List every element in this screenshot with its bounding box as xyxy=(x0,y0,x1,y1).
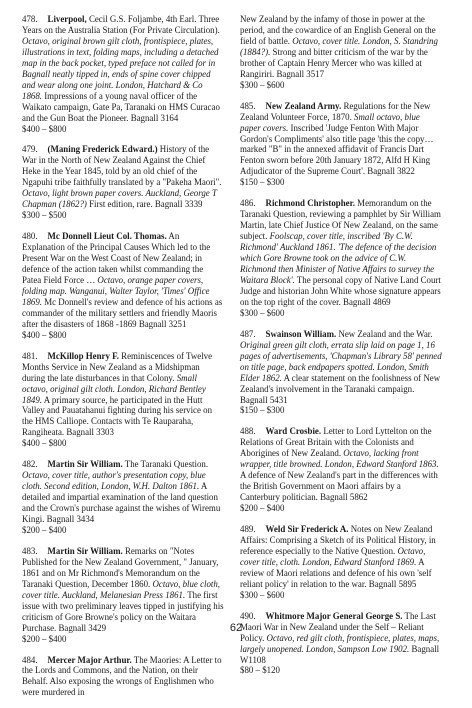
lot-heading: Martin Sir William. xyxy=(47,545,123,556)
lot-entry xyxy=(22,655,224,699)
lot-text: A defence of New Zealand's part in the differences with the British Government on Maori affairs by a Canterbury politician. Bagnall 5862 xyxy=(240,470,438,503)
lot-estimate: $300 – $600 xyxy=(240,79,285,90)
lot-physical-description: Foolscap, cover title, inscribed 'By C.W. Richmond' Auckland 1861. 'The defence of the decision which Gore Browne took on the advice of C.W. Richmond then Minister of Native Affairs to survey the Waitara Block'. xyxy=(240,231,437,285)
lot-heading: Swainson William. xyxy=(265,328,337,339)
lot-heading: (Maning Frederick Edward.) xyxy=(47,144,158,155)
lot-number: 486. xyxy=(240,198,256,209)
lot-text: The Taranaki Question. xyxy=(122,459,209,470)
lot-text: New Zealand by the infamy of those in power at the period, and the cowardice of an English General on the field of battle. xyxy=(240,14,436,46)
lot-text: The first issue with two preliminary leaves tipped in justifying his criticism of Gore Browne's policy on the Waitara Purchase. Bagnall 3429 xyxy=(22,589,224,633)
lot-entry xyxy=(240,329,442,417)
lot-text: Letter to Lord Lyttelton on the Relations of Great Britain with the Colonists and Aborigines of New Zealand. xyxy=(240,426,432,459)
lot-number: 490. xyxy=(240,610,256,621)
lot-heading: Mc Donnell Lieut Col. Thomas. xyxy=(47,231,167,242)
lot-entry xyxy=(240,611,442,677)
lot-description xyxy=(22,14,224,124)
lot-text: Mc Donnell's review and defence of his actions as commander of the military settlers and friendly Maoris after the disasters of 1868 -1869 Bagnall 3251 xyxy=(22,296,223,329)
lot-number: 478. xyxy=(22,14,38,24)
lot-physical-description: Original green gilt cloth, errata slip laid on page 1, 16 pages of advertisements, 'Chapman's Library 58' penned on title page, back endpapers spotted. London, Smith Elder 1862. xyxy=(240,339,442,383)
lot-number: 489. xyxy=(240,524,256,535)
lot-number: 485. xyxy=(240,100,256,111)
lot-number: 488. xyxy=(240,426,256,437)
lot-text: Remarks on "Notes Published for the New Zealand Government, " January, 1861 and on Mr Richmond's Memorandum on the Taranaki Question, December 1860. xyxy=(22,545,219,589)
lot-estimate: $200 – $400 xyxy=(240,503,285,514)
lot-description xyxy=(22,144,224,210)
lot-number: 483. xyxy=(22,545,38,556)
lot-physical-description: Octavo, blue cloth, cover title. Auckland, Melanesian Press 1861. xyxy=(22,578,221,600)
lot-entry xyxy=(240,198,442,318)
lot-text: First edition, rare. Bagnall 3339 xyxy=(86,199,203,210)
lot-text: Memorandum on the Taranaki Question, reviewing a pamphlet by Sir William Martin, late Chief Justice Of New Zealand, on the same subject. xyxy=(240,198,441,242)
lot-estimate: $80 – $120 xyxy=(240,665,280,676)
lot-physical-description: Octavo, lacking front wrapper, title browned. London, Edward Stanford 1863. xyxy=(240,448,439,470)
lot-text: Inscribed 'Judge Fenton With Major Gordon's Compliments' also title page 'this the copy… marked "B" in the annexed affidavit of Francis Dart Fenton sworn before 20th January 1872, Alfd H King Adjudicator of the Supreme Court'. Bagnall 3822 xyxy=(240,122,434,177)
lot-estimate: $300 – $500 xyxy=(22,210,67,221)
lot-physical-description: Octavo, orange paper covers, folding map. Wanganui, Walter Taylor, 'Times' Office 1869. xyxy=(22,274,210,307)
lot-description xyxy=(240,426,442,503)
lot-estimate: $200 – $400 xyxy=(22,633,67,644)
lot-physical-description: Octavo, light brown paper covers. Auckland, George T Chapman (1862?) xyxy=(22,188,217,210)
lot-estimate: $400 – $800 xyxy=(22,123,67,134)
lot-estimate: $400 – $800 xyxy=(22,438,67,449)
lot-entry xyxy=(240,524,442,601)
lot-number: 484. xyxy=(22,654,38,665)
lot-description xyxy=(240,198,442,308)
lot-entry xyxy=(22,14,224,134)
right-column xyxy=(240,14,442,708)
lot-text: The Last Maori War in New Zealand under the Self – Reliant Policy. xyxy=(240,610,436,643)
lot-text: A clear statement on the foolishness of New Zealand's involvement in the Taranaki campaign. Bagnall 5431 xyxy=(240,372,441,405)
lot-entry xyxy=(240,101,442,189)
lot-heading: Martin Sir William. xyxy=(47,459,123,470)
lot-physical-description: Small octavo, blue paper covers. xyxy=(240,111,420,133)
lot-text: The Maories: A Letter to the Lords and Commons, and the Nation, on their Behalf. Also exposing the wrongs of Englishmen who were murdered in xyxy=(22,654,222,698)
lot-physical-description: Octavo, red gilt cloth, frontispiece, plates, maps, largely unopened. London, Sampson Low 1902. xyxy=(240,632,440,654)
lot-entry xyxy=(22,144,224,221)
lot-estimate: $300 – $600 xyxy=(240,589,285,600)
lot-description xyxy=(240,329,442,406)
lot-number: 482. xyxy=(22,459,38,470)
lot-text: An Explanation of the Principal Causes Which led to the Present War on the West Coast of New Zealand; in defence of the action taken whilst commanding the Patea Field Force … xyxy=(22,231,211,285)
lot-physical-description: Octavo, cover title, author's presentation copy, blue cloth. Second edition, London, W.H. Dalton 1861. xyxy=(22,470,206,492)
lot-estimate: $400 – $800 xyxy=(22,329,67,340)
left-column xyxy=(22,14,224,708)
lot-text: A review of Maori relations and defence of his own 'self reliant policy' in relation to the war. Bagnall 5895 xyxy=(240,556,432,589)
lot-description xyxy=(22,655,224,699)
lot-heading: New Zealand Army. xyxy=(265,100,342,111)
lot-entry xyxy=(22,459,224,536)
lot-text: Notes on New Zealand Affairs: Comprising a Sketch of its Political History, in reference especially to the Native Question. xyxy=(240,524,436,556)
lot-heading: Richmond Christopher. xyxy=(265,198,355,209)
lot-text: Cecil G.S. Foljambe, 4th Earl. Three Years on the Australia Station (For Private Circulation). xyxy=(22,14,220,35)
lot-heading: Whitmore Major General George S. xyxy=(265,610,403,621)
lot-description xyxy=(240,101,442,178)
lot-entry xyxy=(22,231,224,341)
page-number: 62 xyxy=(229,622,243,634)
lot-text: Bagnall W1108 xyxy=(240,643,440,665)
lot-number: 481. xyxy=(22,350,38,361)
catalogue-columns xyxy=(22,14,458,708)
lot-estimate: $150 – $300 xyxy=(240,177,285,188)
lot-description xyxy=(22,459,224,525)
lot-description xyxy=(240,524,442,590)
lot-heading: Liverpool, xyxy=(47,14,87,24)
lot-description xyxy=(240,14,442,80)
lot-text: A primary source, he participated in the Hutt Valley and Pauatahanui fighting during his service on the HMS Calliope. Contacts with Te Rauparaha, Rangiheata. Bagnall 3303 xyxy=(22,394,213,438)
lot-number: 480. xyxy=(22,231,38,242)
lot-description xyxy=(22,231,224,330)
lot-text: A detailed and impartial examination of the land question and the Crown's purchase against the wishes of Wiremu Kingi. Bagnall 3434 xyxy=(22,481,221,525)
lot-heading: Weld Sir Frederick A. xyxy=(265,524,349,535)
lot-physical-description: Octavo, cover title, cloth. London, Edward Stanford 1869. xyxy=(240,545,426,567)
lot-entry xyxy=(22,351,224,450)
lot-text: History of the War in the North of New Zealand Against the Chief Heke in the Year 1845, told by an old chief of the Ngapuhi tribe faithfully translated by a "Pakeha Maori". xyxy=(22,144,222,188)
lot-physical-description: Octavo, cover title. London, S. Standring (1884?). xyxy=(240,35,438,57)
lot-estimate: $200 – $400 xyxy=(22,524,67,535)
lot-text: Strong and bitter criticism of the war by the brother of Captain Henry Mercer who was killed at Rangiriri. Bagnall 3517 xyxy=(240,46,428,79)
lot-number: 479. xyxy=(22,144,38,155)
lot-text: Reminiscences of Twelve Months Service in New Zealand as a Midshipman during the late disturbances in that Colony. xyxy=(22,350,213,383)
lot-entry xyxy=(240,426,442,514)
lot-estimate: $300 – $600 xyxy=(240,307,285,318)
lot-description xyxy=(22,351,224,439)
lot-text: New Zealand and the War. xyxy=(336,328,433,339)
lot-text: Impressions of a young naval officer of the Waikato campaign, Gate Pa, Taranaki on HMS Curacao and the Gun Boat the Pioneer. Bagnall 3164 xyxy=(22,90,220,123)
lot-heading: Ward Crosbie. xyxy=(265,426,322,437)
lot-physical-description: Small octavo, original gilt cloth. London, Richard Bentley 1849. xyxy=(22,372,206,405)
lot-description xyxy=(22,546,224,634)
lot-number: 487. xyxy=(240,328,256,339)
lot-estimate: $150 – $300 xyxy=(240,405,285,416)
lot-heading: Mercer Major Arthur. xyxy=(47,654,132,665)
lot-heading: McKillop Henry F. xyxy=(47,350,119,361)
lot-description xyxy=(240,611,442,666)
lot-entry xyxy=(240,14,442,91)
lot-physical-description: Octavo, original brown gilt cloth, frontispiece, plates, illustrations in text, folding maps, including a detached map in the back pocket, typed preface not called for in Bagnall neatly tipped in, ends of spine cover chipped and wear along one joint. London, Hatchard & Co 1868. xyxy=(22,35,219,101)
lot-text: Regulations for the New Zealand Volunteer Force, 1870. xyxy=(240,100,431,122)
lot-text: The personal copy of Native Land Court Judge and historian John White whose signature appears on the top right of the cover. Bagnall 4869 xyxy=(240,274,441,307)
